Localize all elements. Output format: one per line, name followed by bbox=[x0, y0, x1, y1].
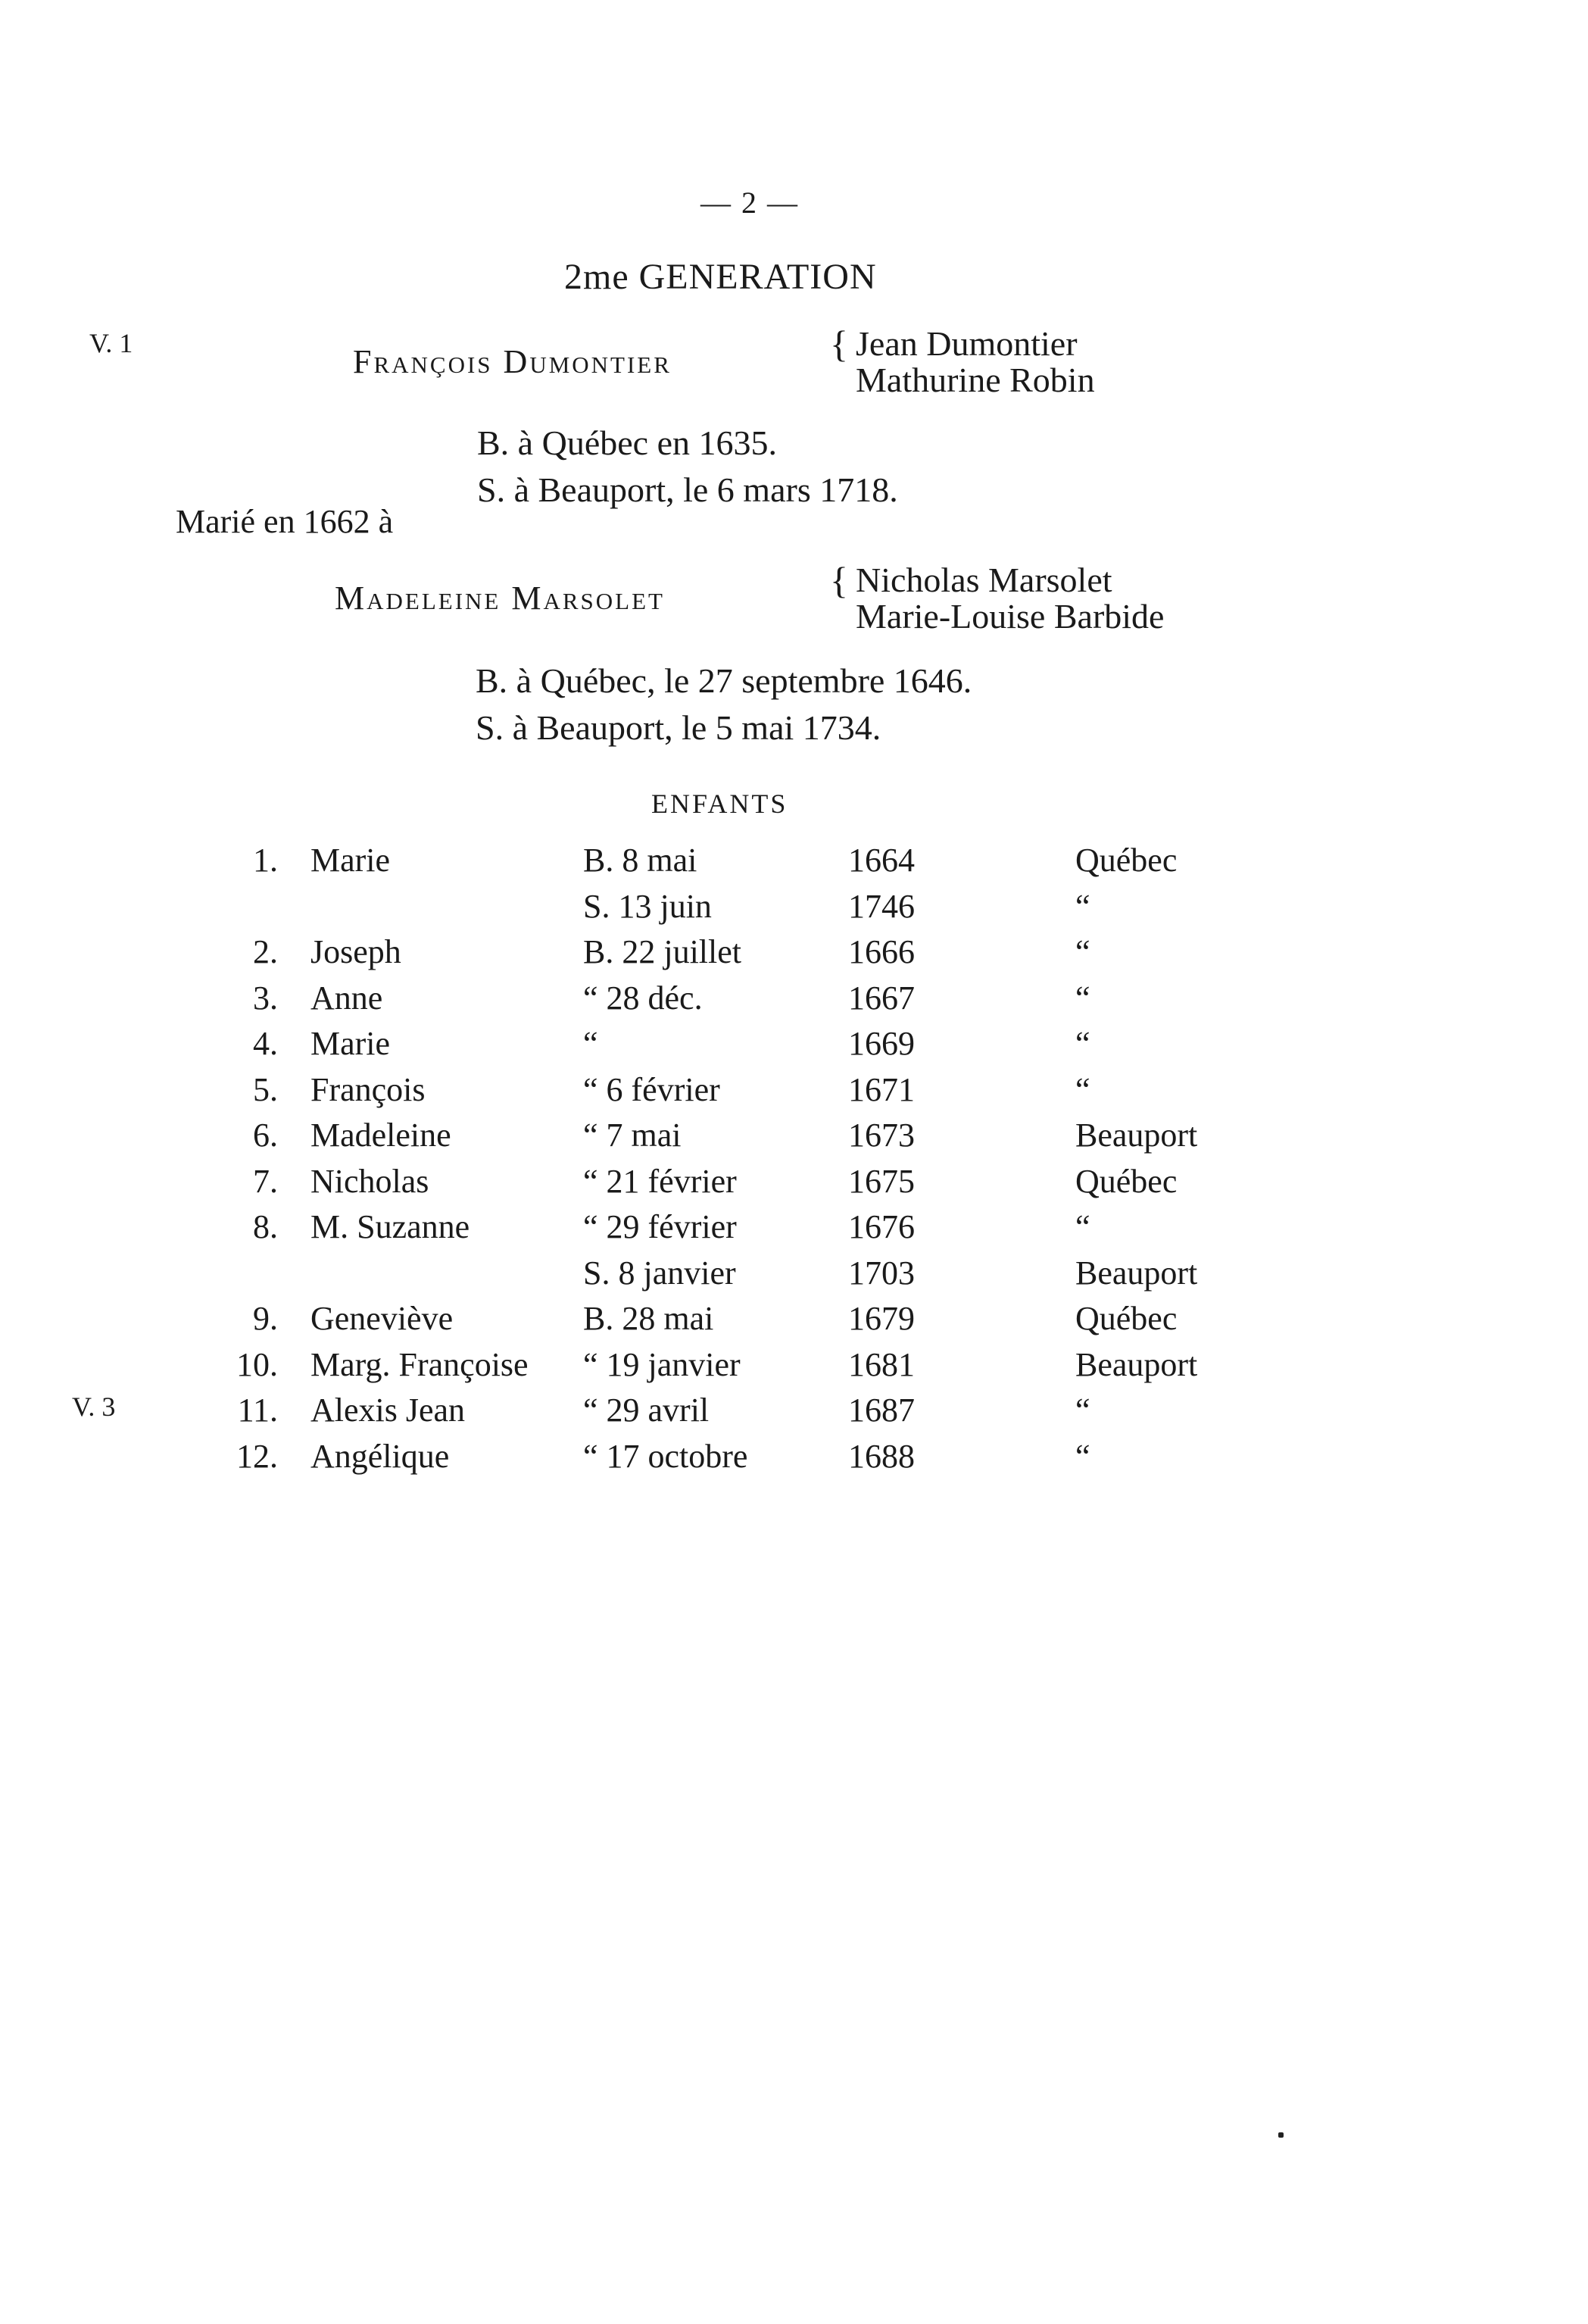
child-number: 8. bbox=[253, 1208, 278, 1245]
child-number: 11. bbox=[237, 1392, 278, 1429]
table-row bbox=[0, 1391, 1588, 1437]
child-name: François bbox=[310, 1070, 426, 1108]
child-date: “ 19 janvier bbox=[583, 1345, 741, 1383]
wife-parents-brace: { bbox=[830, 559, 848, 601]
table-row bbox=[0, 932, 1588, 979]
child-number: 12. bbox=[236, 1437, 278, 1475]
child-year: 1703 bbox=[848, 1254, 915, 1292]
wife-father: Nicholas Marsolet bbox=[856, 561, 1112, 599]
husband-parents-brace: { bbox=[830, 323, 848, 365]
husband-mother: Mathurine Robin bbox=[856, 361, 1095, 399]
child-name: Marie bbox=[310, 1025, 391, 1062]
generation-heading: 2me GENERATION bbox=[564, 257, 877, 297]
child-date: B. 28 mai bbox=[583, 1300, 714, 1337]
child-place: “ bbox=[1075, 979, 1090, 1017]
child-place: “ bbox=[1075, 1070, 1090, 1108]
child-date: “ bbox=[583, 1025, 598, 1062]
child-year: 1667 bbox=[848, 979, 915, 1017]
child-name: Joseph bbox=[310, 933, 401, 970]
wife-name: Madeleine Marsolet bbox=[335, 579, 665, 617]
child-name: Nicholas bbox=[310, 1162, 429, 1200]
child-year: 1675 bbox=[848, 1162, 915, 1200]
children-list bbox=[0, 841, 1588, 1482]
child-number: 10. bbox=[236, 1345, 278, 1383]
child-place: “ bbox=[1075, 1392, 1090, 1429]
child-date: “ 6 février bbox=[583, 1070, 720, 1108]
child-number: 5. bbox=[253, 1070, 278, 1108]
table-row bbox=[0, 1437, 1588, 1483]
child-date: B. 22 juillet bbox=[583, 933, 741, 970]
child-place: “ bbox=[1075, 1437, 1090, 1475]
child-name: Madeleine bbox=[310, 1117, 451, 1154]
child-place: “ bbox=[1075, 1208, 1090, 1245]
child-place: “ bbox=[1075, 933, 1090, 970]
child-year: 1681 bbox=[848, 1345, 915, 1383]
child-name: Angélique bbox=[310, 1437, 450, 1475]
child-name: Anne bbox=[310, 979, 383, 1017]
child-year: 1688 bbox=[848, 1437, 915, 1475]
table-row bbox=[0, 1207, 1588, 1254]
volume-reference: V. 1 bbox=[89, 328, 133, 358]
child-volume-ref: V. 3 bbox=[72, 1392, 116, 1422]
page-number: — 2 — bbox=[700, 186, 799, 220]
wife-birth: B. à Québec, le 27 septembre 1646. bbox=[476, 661, 972, 700]
child-year: 1669 bbox=[848, 1025, 915, 1062]
child-place: Québec bbox=[1075, 1162, 1178, 1200]
husband-birth: B. à Québec en 1635. bbox=[477, 423, 777, 462]
table-row bbox=[0, 1299, 1588, 1345]
child-date: “ 21 février bbox=[583, 1162, 737, 1200]
marriage-line: Marié en 1662 à bbox=[176, 503, 394, 540]
child-name: Alexis Jean bbox=[310, 1392, 466, 1429]
child-year: 1673 bbox=[848, 1117, 915, 1154]
table-row bbox=[0, 1024, 1588, 1070]
child-place: Beauport bbox=[1075, 1117, 1198, 1154]
child-year: 1666 bbox=[848, 933, 915, 970]
child-year: 1671 bbox=[848, 1070, 915, 1108]
child-number: 9. bbox=[253, 1300, 278, 1337]
table-row bbox=[0, 1254, 1588, 1300]
child-number: 6. bbox=[253, 1117, 278, 1154]
child-number: 4. bbox=[253, 1025, 278, 1062]
child-name: M. Suzanne bbox=[310, 1208, 470, 1245]
children-heading: ENFANTS bbox=[651, 789, 788, 819]
child-date: S. 13 juin bbox=[583, 887, 712, 925]
child-year: 1679 bbox=[848, 1300, 915, 1337]
child-place: “ bbox=[1075, 887, 1090, 925]
child-year: 1676 bbox=[848, 1208, 915, 1245]
ink-speck bbox=[1278, 2132, 1284, 2138]
child-place: Beauport bbox=[1075, 1254, 1198, 1292]
child-name: Marie bbox=[310, 842, 391, 879]
child-number: 1. bbox=[253, 842, 278, 879]
table-row bbox=[0, 887, 1588, 933]
child-name: Marg. Françoise bbox=[310, 1345, 529, 1383]
table-row bbox=[0, 841, 1588, 887]
child-date: “ 28 déc. bbox=[583, 979, 703, 1017]
child-date: S. 8 janvier bbox=[583, 1254, 736, 1292]
wife-mother: Marie-Louise Barbide bbox=[856, 597, 1165, 636]
table-row bbox=[0, 1116, 1588, 1162]
table-row bbox=[0, 1070, 1588, 1117]
child-number: 3. bbox=[253, 979, 278, 1017]
child-date: B. 8 mai bbox=[583, 842, 697, 879]
table-row bbox=[0, 1345, 1588, 1392]
child-name: Geneviève bbox=[310, 1300, 454, 1337]
husband-name: François Dumontier bbox=[353, 343, 672, 380]
child-year: 1664 bbox=[848, 842, 915, 879]
child-date: “ 29 avril bbox=[583, 1392, 710, 1429]
child-year: 1687 bbox=[848, 1392, 915, 1429]
child-place: Québec bbox=[1075, 842, 1178, 879]
child-date: “ 17 octobre bbox=[583, 1437, 748, 1475]
child-date: “ 7 mai bbox=[583, 1117, 682, 1154]
child-number: 2. bbox=[253, 933, 278, 970]
wife-burial: S. à Beauport, le 5 mai 1734. bbox=[476, 708, 881, 747]
child-year: 1746 bbox=[848, 887, 915, 925]
husband-father: Jean Dumontier bbox=[856, 324, 1078, 363]
husband-burial: S. à Beauport, le 6 mars 1718. bbox=[477, 470, 898, 509]
child-place: Québec bbox=[1075, 1300, 1178, 1337]
child-date: “ 29 février bbox=[583, 1208, 737, 1245]
table-row bbox=[0, 1162, 1588, 1208]
child-number: 7. bbox=[253, 1162, 278, 1200]
child-place: Beauport bbox=[1075, 1345, 1198, 1383]
table-row bbox=[0, 979, 1588, 1025]
child-place: “ bbox=[1075, 1025, 1090, 1062]
